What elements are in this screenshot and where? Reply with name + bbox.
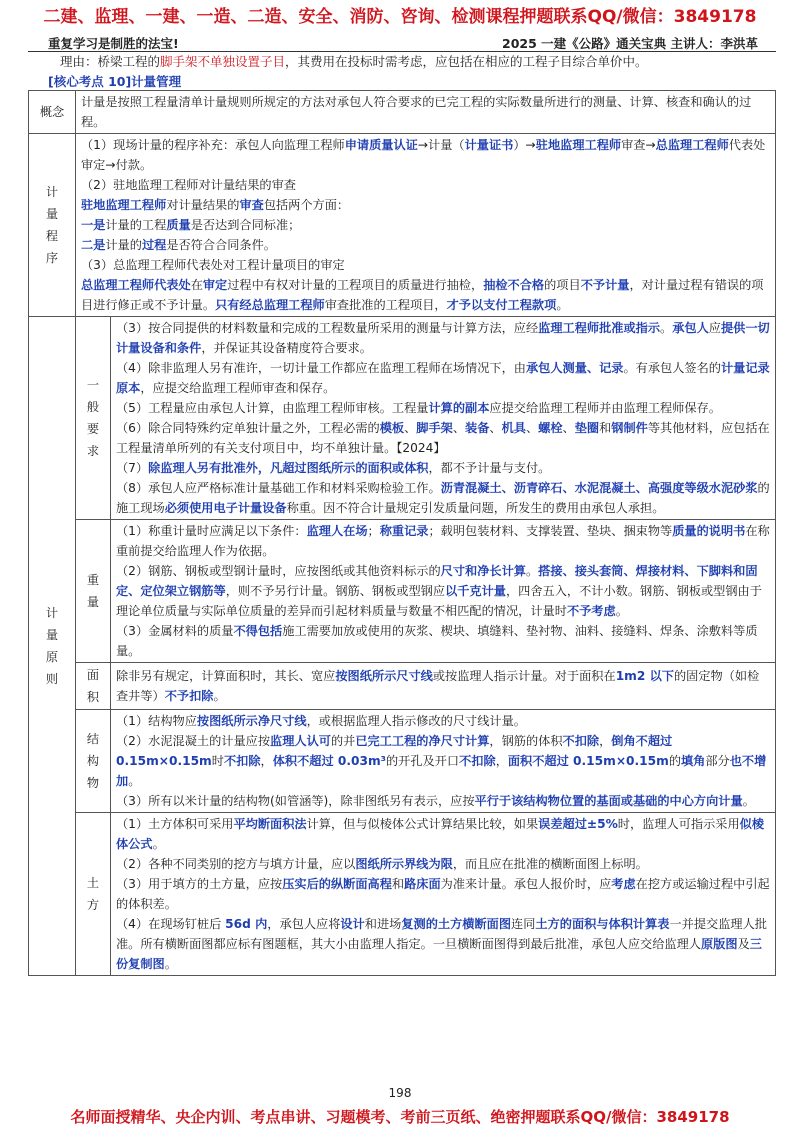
concept-label: 概念 (29, 91, 76, 134)
principles-label: 计量原则 (29, 317, 76, 976)
page-header (48, 34, 758, 52)
structure-text: （1）结构物应按图纸所示净尺寸线，或根据监理人指示修改的尺寸线计量。 （2）水泥混凝土的计量应按监理人认可的并已完工工程的净尺寸计算，钢筋的体积不扣除，倒角不超过 0.15m×0.15m时不扣除，体积不超过 0.03m³的开孔及开口不扣除，面积不超过 0.15m×0.15m的填角部分也不增加。 （3）所有以米计量的结构物(如管涵等)，除非图纸另有表示，应按平行于该结构物位置的基面或基础的中心方向计量。 (111, 710, 776, 813)
top-banner: 二建、监理、一建、一造、二造、安全、消防、咨询、检测课程押题联系QQ/微信：3849178 (43, 7, 757, 27)
header-left: 重复学习是制胜的法宝! (48, 36, 179, 51)
concept-text: 计量是按照工程量清单计量规则所规定的方法对承包人符合要求的已完工程的实际数量所进行的测量、计算、核查和确认的过程。 (76, 91, 776, 134)
structure-label: 结构物 (76, 710, 111, 813)
weight-label: 重量 (76, 520, 111, 663)
procedure-row (29, 134, 776, 317)
earth-row (29, 813, 776, 976)
area-row (29, 663, 776, 710)
area-text: 除非另有规定，计算面积时，其长、宽应按图纸所示尺寸线或按监理人指示计量。对于面积在1m2 以下的固定物（如检查井等）不予扣除。 (111, 663, 776, 710)
earth-label: 土方 (76, 813, 111, 976)
metering-table (28, 90, 776, 976)
area-label: 面积 (76, 663, 111, 710)
bottom-banner: 名师面授精华、央企内训、考点串讲、习题模考、考前三页纸、绝密押题联系QQ/微信：3849178 (70, 1108, 730, 1126)
structure-row (29, 710, 776, 813)
earth-text: （1）土方体积可采用平均断面积法计算，但与似棱体公式计算结果比较，如果误差超过±5%时，监理人可指示采用似棱体公式。 （2）各种不同类别的挖方与填方计量，应以图纸所示界线为限，而且应在批准的横断面图上标明。 （3）用于填方的土方量，应按压实后的纵断面高程和路床面为准来计量。承包人报价时，应考虑在挖方或运输过程中引起的体积差。 （4）在现场钉桩后 56d 内，承包人应将设计和进场复测的土方横断面图连同土方的面积与体积计算表一并提交监理人批准。所有横断面图都应标有图题框，其大小由监理人指定。一旦横断面图得到最后批准，承包人应交给监理人原版图及三份复制图。 (111, 813, 776, 976)
weight-row (29, 520, 776, 663)
general-text: （3）按合同提供的材料数量和完成的工程数量所采用的测量与计算方法，应经监理工程师批准或指示。承包人应提供一切计量设备和条件，并保证其设备精度符合要求。 （4）除非监理人另有准许，一切计量工作都应在监理工程师在场情况下，由承包人测量、记录。有承包人签名的计量记录原本，应提交给监理工程师审查和保存。 （5）工程量应由承包人计算，由监理工程师审核。工程量计算的副本应提交给监理工程师并由监理工程师保存。 （6）除合同特殊约定单独计量之外，工程必需的模板、脚手架、装备、机具、螺栓、垫圈和钢制件等其他材料，应包括在工程量清单所列的有关支付项目中，均不单独计量。【2024】 （7）除监理人另有批准外，凡超过图纸所示的面积或体积，都不予计量与支付。 （8）承包人应严格标准计量基础工作和材料采购检验工作。沥青混凝土、沥青碎石、水泥混凝土、高强度等级水泥砂浆的施工现场必须使用电子计量设备称重。因不符合计量规定引发质量问题，所发生的费用由承包人承担。 (111, 317, 776, 520)
general-label: 一般要求 (76, 317, 111, 520)
intro-line: 理由：桥梁工程的脚手架不单独设置子目，其费用在投标时需考虑，应包括在相应的工程子目综合单价中。 (60, 54, 648, 69)
general-row (29, 317, 776, 520)
key-point-title: [核心考点 10]计量管理 (48, 74, 182, 89)
procedure-text: （1）现场计量的程序补充：承包人向监理工程师申请质量认证→计量（计量证书）→驻地监理工程师审查→总监理工程师代表处审定→付款。 （2）驻地监理工程师对计量结果的审查 驻地监理工程师对计量结果的审查包括两个方面： 一是计量的工程质量是否达到合同标准； 二是计量的过程是否符合合同条件。 （3）总监理工程师代表处对工程计量项目的审定 总监理工程师代表处在审定过程中有权对计量的工程项目的质量进行抽检，抽检不合格的项目不予计量，对计量过程有错误的项目进行修正或不予计量。只有经总监理工程师审查批准的工程项目，才予以支付工程款项。 (76, 134, 776, 317)
page-number: 198 (388, 1086, 412, 1100)
concept-row (29, 91, 776, 134)
header-right: 2025 一建《公路》通关宝典 主讲人：李洪革 (502, 36, 758, 51)
procedure-label: 计量程序 (29, 134, 76, 317)
weight-text: （1）称重计量时应满足以下条件：监理人在场；称重记录；载明包装材料、支撑装置、垫块、捆束物等质量的说明书在称重前提交给监理人作为依据。 （2）钢筋、钢板或型钢计量时，应按图纸或其他资料标示的尺寸和净长计算。搭接、接头套筒、焊接材料、下脚料和固定、定位架立钢筋等，则不予另行计量。钢筋、钢板或型钢应以千克计量，四舍五入，不计小数。钢筋、钢板或型钢由于理论单位质量与实际单位质量的差异而引起材料质量与数量不相匹配的情况，计量时不予考虑。 （3）金属材料的质量不得包括施工需要加放或使用的灰浆、楔块、填缝料、垫衬物、油料、接缝料、焊条、涂敷料等质量。 (111, 520, 776, 663)
